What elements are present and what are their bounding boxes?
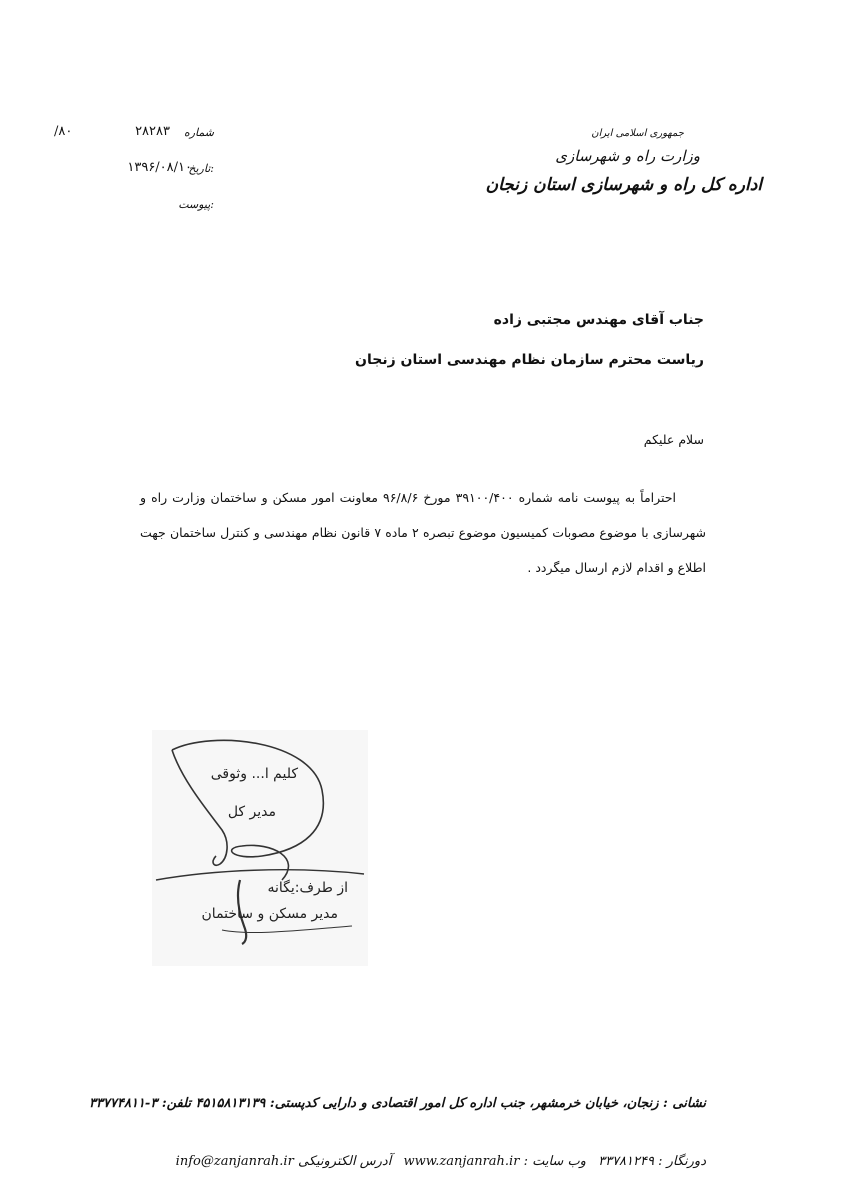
footer-email[interactable]: info@zanjanrah.ir bbox=[175, 1154, 294, 1169]
footer-contact bbox=[86, 1154, 706, 1169]
footer-website-label: وب سایت : bbox=[523, 1154, 586, 1169]
addressee-title: ریاست محترم سازمان نظام مهندسی استان زنجان bbox=[355, 352, 704, 368]
addressee bbox=[204, 312, 704, 392]
signed-on-behalf: از طرف:یگانه bbox=[267, 880, 348, 896]
footer-fax: دورنگار : ۳۳۷۸۱۲۴۹ bbox=[598, 1154, 706, 1169]
body-paragraph: احتراماً به پیوست نامه شماره ۳۹۱۰۰/۴۰۰ مورخ ۹۶/۸/۶ معاونت امور مسکن و ساختمان وزارت راه و شهرسازی با موضوع مصوبات کمیسیون موضوع تبصره ۲ ماده ۷ قانون نظام مهندسی و کنترل ساختمان جهت اطلاع و اقدام لازم ارسال میگردد . bbox=[140, 490, 706, 575]
footer-email-label: آدرس الکترونیکی bbox=[297, 1154, 392, 1169]
attachment-label: پیوست: bbox=[178, 198, 214, 211]
date-row bbox=[54, 160, 224, 182]
ministry-name: وزارت راه و شهرسازی bbox=[555, 147, 700, 165]
number-row bbox=[54, 124, 224, 146]
date-value: ۱۳۹۶/۰۸/۱۰ bbox=[127, 160, 192, 175]
signature-stamp bbox=[152, 730, 368, 966]
signer-title: مدیر کل bbox=[227, 804, 276, 820]
number-prefix: /۸۰ bbox=[54, 124, 73, 139]
letter-body bbox=[140, 480, 706, 585]
signer-department: مدیر مسکن و ساختمان bbox=[201, 906, 338, 922]
footer-website[interactable]: www.zanjanrah.ir bbox=[403, 1154, 520, 1169]
directorate-name: اداره کل راه و شهرسازی استان زنجان bbox=[485, 175, 762, 195]
letter-metadata bbox=[54, 124, 224, 232]
number-value: ۲۸۲۸۳ bbox=[135, 124, 170, 139]
signer-name: کلیم ا... وثوقی bbox=[210, 766, 298, 782]
country-name: جمهوری اسلامی ایران bbox=[591, 128, 684, 139]
greeting: سلام علیکم bbox=[643, 432, 704, 447]
attachment-row bbox=[54, 196, 224, 218]
date-label: تاریخ: bbox=[188, 162, 214, 175]
letterhead bbox=[442, 128, 762, 195]
number-label: شماره bbox=[183, 126, 214, 139]
footer-address: نشانی : زنجان، خیابان خرمشهر، جنب اداره کل امور اقتصادی و دارایی کدپستی: ۴۵۱۵۸۱۳۱۳۹ تلفن: ۳-۳۳۷۷۴۸۱۱ bbox=[89, 1096, 706, 1111]
addressee-name: جناب آقای مهندس مجتبی زاده bbox=[493, 312, 704, 328]
